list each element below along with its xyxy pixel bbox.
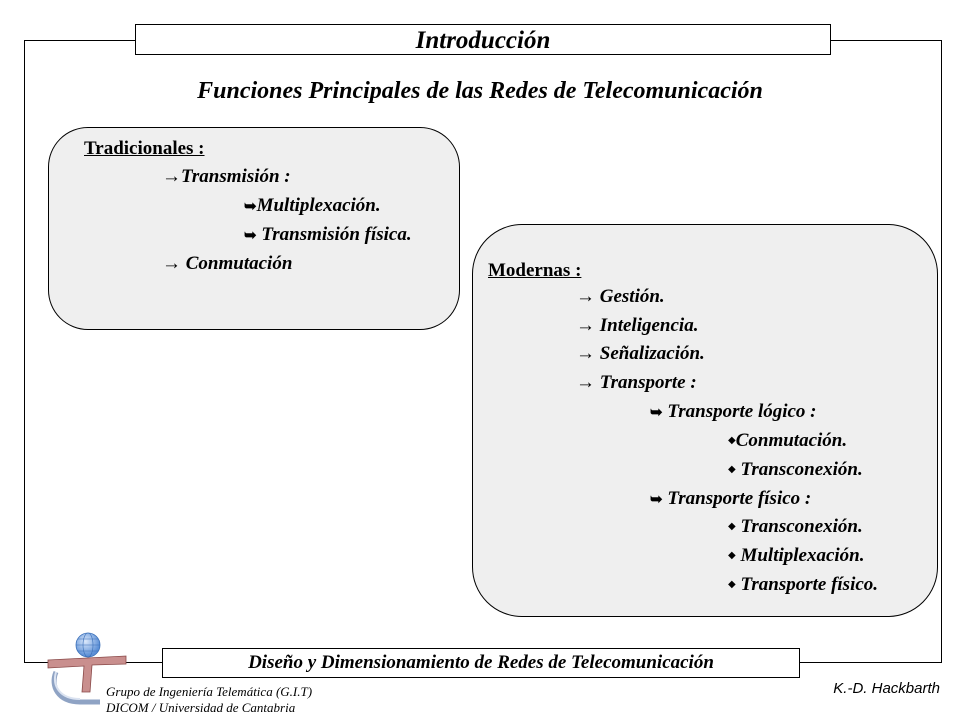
- curved-arrow-icon: ➥: [650, 405, 663, 421]
- arrow-right-icon: →: [576, 286, 595, 307]
- slide-title: Funciones Principales de las Redes de Telecomunicación: [197, 78, 763, 104]
- arrow-right-icon: →: [576, 315, 595, 336]
- author-name: K.-D. Hackbarth: [833, 680, 940, 697]
- modern-item-transporte-fisico-final: ◆ Transporte físico.: [728, 574, 879, 595]
- curved-arrow-icon: ➥: [244, 199, 257, 215]
- modern-item-transporte-fisico: ➥ Transporte físico :: [650, 488, 812, 509]
- modern-heading: Modernas :: [488, 260, 582, 281]
- traditional-item-transmision-fisica: ➥ Transmisión física.: [244, 224, 412, 245]
- curved-arrow-icon: ➥: [650, 492, 663, 508]
- traditional-item-multiplexacion: ➥Multiplexación.: [244, 195, 381, 216]
- traditional-item-transmision: →Transmisión :: [162, 166, 291, 187]
- group-name: Grupo de Ingeniería Telemática (G.I.T): [106, 684, 313, 699]
- modern-item-conmutacion: ◆Conmutación.: [728, 430, 848, 451]
- modern-item-transconexion-1: ◆ Transconexión.: [728, 459, 863, 480]
- modern-item-senalizacion: → Señalización.: [576, 343, 705, 364]
- header-title: Introducción: [135, 24, 831, 55]
- traditional-item-conmutacion: → Conmutación: [162, 253, 293, 274]
- diamond-bullet-icon: ◆: [728, 521, 736, 532]
- modern-item-transconexion-2: ◆ Transconexión.: [728, 516, 863, 537]
- arrow-right-icon: →: [576, 372, 595, 393]
- diamond-bullet-icon: ◆: [728, 464, 736, 475]
- course-title: Diseño y Dimensionamiento de Redes de Telecomunicación: [162, 648, 800, 678]
- modern-item-transporte: → Transporte :: [576, 372, 697, 393]
- arrow-right-icon: →: [162, 166, 181, 187]
- arrow-right-icon: →: [162, 253, 181, 274]
- diamond-bullet-icon: ◆: [728, 579, 736, 590]
- diamond-bullet-icon: ◆: [728, 435, 736, 446]
- modern-item-inteligencia: → Inteligencia.: [576, 315, 699, 336]
- curved-arrow-icon: ➥: [244, 228, 257, 244]
- traditional-heading: Tradicionales :: [84, 138, 205, 159]
- modern-item-transporte-logico: ➥ Transporte lógico :: [650, 401, 817, 422]
- modern-item-multiplexacion: ◆ Multiplexación.: [728, 545, 865, 566]
- modern-item-gestion: → Gestión.: [576, 286, 665, 307]
- arrow-right-icon: →: [576, 343, 595, 364]
- diamond-bullet-icon: ◆: [728, 550, 736, 561]
- university-name: DICOM / Universidad de Cantabria: [106, 700, 296, 715]
